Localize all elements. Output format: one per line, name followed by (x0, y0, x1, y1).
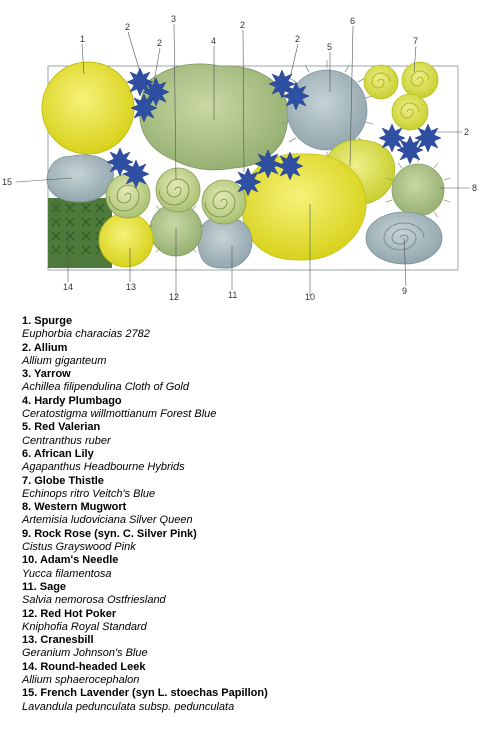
legend-item (22, 608, 477, 635)
common-name: 7. Globe Thistle (22, 474, 104, 487)
plant-11-sage (198, 218, 252, 269)
latin-name: Ceratostigma willmottianum Forest Blue (22, 408, 217, 421)
plant-13-cranesbill (99, 213, 153, 267)
callout-number: 9 (402, 286, 408, 296)
callout-number: 2 (295, 34, 301, 44)
plant-7-globe-thistle (364, 62, 438, 130)
latin-name: Achillea filipendulina Cloth of Gold (22, 381, 189, 394)
common-name: 10. Adam's Needle (22, 554, 119, 567)
latin-name: Lavandula pedunculata subsp. pedunculata (22, 700, 235, 713)
legend-item (22, 661, 477, 688)
common-name: 1. Spurge (22, 315, 73, 327)
callout-number: 15 (2, 177, 13, 187)
legend-item (22, 448, 477, 475)
latin-name: Artemisia ludoviciana Silver Queen (22, 514, 193, 527)
legend-item (22, 342, 477, 369)
common-name: 13. Cranesbill (22, 634, 94, 647)
legend-item (22, 554, 477, 581)
callout-number: 4 (211, 36, 217, 46)
latin-name: Echinops ritro Veitch's Blue (22, 487, 156, 500)
common-name: 8. Western Mugwort (22, 501, 127, 514)
latin-name: Salvia nemorosa Ostfriesland (22, 594, 166, 607)
legend-item (22, 395, 477, 422)
latin-name: Geranium Johnson's Blue (22, 647, 148, 660)
latin-name: Yucca filamentosa (22, 567, 112, 580)
callout-number: 6 (350, 16, 356, 26)
common-name: 11. Sage (22, 580, 67, 593)
legend-item (22, 315, 477, 342)
plant-legend (22, 315, 477, 714)
callout-number: 5 (327, 42, 333, 52)
callout-number: 12 (169, 292, 180, 300)
callout-number: 2 (157, 38, 163, 48)
legend-item (22, 528, 477, 555)
legend-item (22, 501, 477, 528)
common-name: 9. Rock Rose (syn. C. Silver Pink) (22, 527, 197, 540)
common-name: 5. Red Valerian (22, 421, 101, 434)
callout-number: 7 (413, 36, 419, 46)
latin-name: Cistus Grayswood Pink (22, 541, 136, 554)
callout-number: 2 (240, 20, 246, 30)
latin-name: Kniphofia Royal Standard (22, 620, 147, 633)
plant-15-french-lavender (47, 155, 114, 202)
latin-name: Euphorbia characias 2782 (22, 328, 150, 341)
latin-name: Centranthus ruber (22, 434, 111, 447)
latin-name: Allium giganteum (22, 354, 107, 367)
legend-item (22, 634, 477, 661)
common-name: 15. French Lavender (syn L. stoechas Papillon) (22, 687, 268, 700)
plant-1-spurge (42, 62, 134, 154)
latin-name: Agapanthus Headbourne Hybrids (22, 461, 185, 474)
planting-plan (0, 0, 485, 300)
callout-number: 13 (126, 282, 137, 292)
callout-number: 2 (125, 22, 131, 32)
common-name: 4. Hardy Plumbago (22, 394, 122, 407)
callout-number: 2 (464, 127, 470, 137)
callout-number: 8 (472, 183, 478, 193)
common-name: 14. Round-headed Leek (22, 660, 146, 673)
callout-number: 14 (63, 282, 74, 292)
common-name: 2. Allium (22, 341, 68, 354)
legend-item (22, 475, 477, 502)
callout-number: 3 (171, 14, 177, 24)
legend-item (22, 421, 477, 448)
common-name: 3. Yarrow (22, 368, 71, 381)
callout-number: 10 (305, 292, 316, 300)
legend-item (22, 687, 477, 714)
latin-name: Allium sphaerocephalon (22, 674, 140, 687)
legend-item (22, 581, 477, 608)
common-name: 6. African Lily (22, 447, 94, 460)
callout-number: 11 (228, 290, 238, 300)
legend-item (22, 368, 477, 395)
common-name: 12. Red Hot Poker (22, 607, 117, 620)
plant-8-western-mugwort (386, 156, 450, 217)
callout-number: 1 (80, 34, 86, 44)
